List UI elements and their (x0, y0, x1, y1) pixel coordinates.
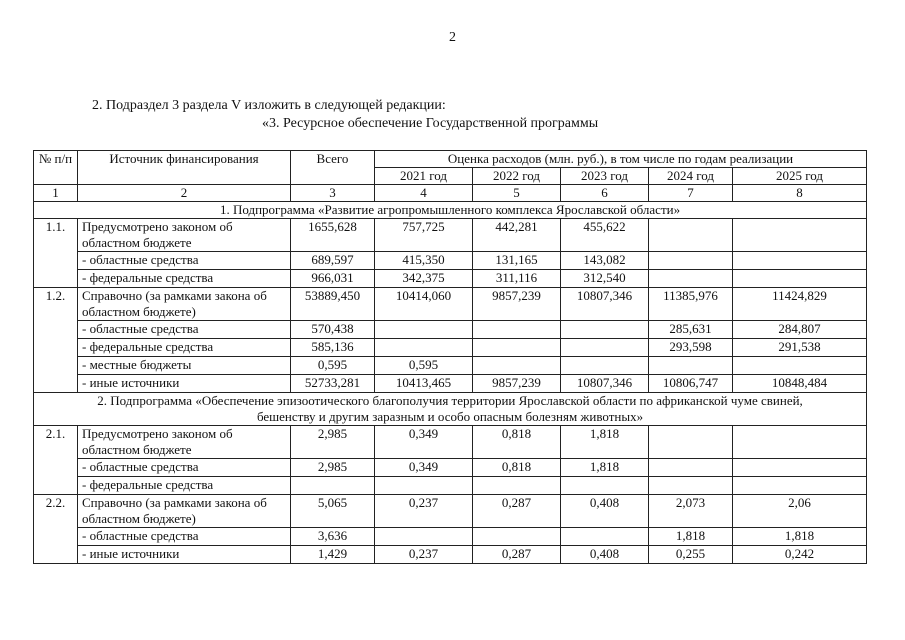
table-row (34, 321, 867, 339)
value-year (649, 357, 733, 375)
table-row (34, 339, 867, 357)
value-year: 1,818 (561, 459, 649, 477)
header-year: 2023 год (561, 168, 649, 185)
row-number: 1.2. (34, 288, 78, 393)
row-number: 2.1. (34, 426, 78, 495)
value-total: 585,136 (291, 339, 375, 357)
header-total: Всего (291, 151, 375, 185)
table-row (34, 375, 867, 393)
value-total: 1,429 (291, 546, 375, 564)
value-year: 11424,829 (733, 288, 867, 321)
table-row (34, 546, 867, 564)
table-row (34, 270, 867, 288)
funding-source: Справочно (за рамками закона об областном бюджете) (78, 495, 291, 528)
value-year: 1,818 (733, 528, 867, 546)
table-row (34, 219, 867, 252)
value-year (733, 357, 867, 375)
value-total: 2,985 (291, 426, 375, 459)
col-index: 6 (561, 185, 649, 202)
header-source: Источник финансирования (78, 151, 291, 185)
value-year: 10413,465 (375, 375, 473, 393)
header-num: № п/п (34, 151, 78, 185)
value-total: 2,985 (291, 459, 375, 477)
table-row (34, 528, 867, 546)
value-total: 52733,281 (291, 375, 375, 393)
table-row (34, 426, 867, 459)
value-total: 570,438 (291, 321, 375, 339)
value-year (561, 528, 649, 546)
table-row (34, 288, 867, 321)
funding-source: - федеральные средства (78, 339, 291, 357)
value-year: 0,408 (561, 546, 649, 564)
col-index: 5 (473, 185, 561, 202)
value-year: 291,538 (733, 339, 867, 357)
value-year (473, 528, 561, 546)
funding-source: Предусмотрено законом об областном бюджете (78, 426, 291, 459)
value-year (649, 219, 733, 252)
value-year (733, 477, 867, 495)
value-year: 10414,060 (375, 288, 473, 321)
value-year: 293,598 (649, 339, 733, 357)
budget-table (33, 150, 867, 564)
header-year: 2022 год (473, 168, 561, 185)
value-total: 0,595 (291, 357, 375, 375)
value-year: 0,287 (473, 495, 561, 528)
value-year: 2,073 (649, 495, 733, 528)
value-year: 415,350 (375, 252, 473, 270)
funding-source: - областные средства (78, 459, 291, 477)
value-total: 53889,450 (291, 288, 375, 321)
value-year: 9857,239 (473, 288, 561, 321)
subprogram-title: 1. Подпрограмма «Развитие агропромышленного комплекса Ярославской области» (34, 202, 867, 219)
value-year (561, 339, 649, 357)
value-year: 442,281 (473, 219, 561, 252)
value-year: 11385,976 (649, 288, 733, 321)
value-year: 0,349 (375, 426, 473, 459)
subprogram-title: 2. Подпрограмма «Обеспечение эпизоотического благополучия территории Ярославской области по африканской чуме свиней, бешенству и другим заразным и особо опасным болезням животных» (34, 393, 867, 426)
value-year (649, 252, 733, 270)
value-year: 10806,747 (649, 375, 733, 393)
value-year: 0,287 (473, 546, 561, 564)
table-row (34, 357, 867, 375)
value-year (473, 477, 561, 495)
value-year: 0,237 (375, 495, 473, 528)
value-year: 284,807 (733, 321, 867, 339)
row-number: 2.2. (34, 495, 78, 564)
value-year (733, 270, 867, 288)
value-year: 312,540 (561, 270, 649, 288)
funding-source: - местные бюджеты (78, 357, 291, 375)
value-year (649, 426, 733, 459)
value-year: 131,165 (473, 252, 561, 270)
value-year: 311,116 (473, 270, 561, 288)
value-year (561, 477, 649, 495)
value-year: 10807,346 (561, 288, 649, 321)
header-year: 2024 год (649, 168, 733, 185)
col-index: 8 (733, 185, 867, 202)
value-total: 1655,628 (291, 219, 375, 252)
table-row (34, 477, 867, 495)
page-number: 2 (449, 30, 456, 45)
value-total: 689,597 (291, 252, 375, 270)
value-year: 2,06 (733, 495, 867, 528)
value-year: 10848,484 (733, 375, 867, 393)
value-year (375, 339, 473, 357)
header-year: 2021 год (375, 168, 473, 185)
value-year: 1,818 (649, 528, 733, 546)
value-year (649, 477, 733, 495)
row-number: 1.1. (34, 219, 78, 288)
value-year (733, 426, 867, 459)
value-total (291, 477, 375, 495)
table-row (34, 252, 867, 270)
value-year (561, 357, 649, 375)
value-year: 9857,239 (473, 375, 561, 393)
value-year: 0,255 (649, 546, 733, 564)
header-year: 2025 год (733, 168, 867, 185)
funding-source: - иные источники (78, 546, 291, 564)
funding-source: - иные источники (78, 375, 291, 393)
funding-source: Предусмотрено законом об областном бюджете (78, 219, 291, 252)
col-index: 7 (649, 185, 733, 202)
table-row (34, 459, 867, 477)
col-index: 3 (291, 185, 375, 202)
value-year (733, 219, 867, 252)
header-estimate: Оценка расходов (млн. руб.), в том числе по годам реализации (375, 151, 867, 168)
value-year: 0,237 (375, 546, 473, 564)
value-year: 0,242 (733, 546, 867, 564)
funding-source: - областные средства (78, 528, 291, 546)
value-total: 5,065 (291, 495, 375, 528)
value-year (733, 459, 867, 477)
col-index: 2 (78, 185, 291, 202)
funding-source: Справочно (за рамками закона об областном бюджете) (78, 288, 291, 321)
value-year (375, 528, 473, 546)
value-year: 143,082 (561, 252, 649, 270)
value-year: 0,408 (561, 495, 649, 528)
value-year: 0,349 (375, 459, 473, 477)
value-year: 757,725 (375, 219, 473, 252)
value-year (375, 477, 473, 495)
value-year: 10807,346 (561, 375, 649, 393)
value-year (473, 357, 561, 375)
value-year: 0,595 (375, 357, 473, 375)
table-row (34, 495, 867, 528)
value-year: 285,631 (649, 321, 733, 339)
value-year (649, 459, 733, 477)
value-total: 966,031 (291, 270, 375, 288)
section-title: «3. Ресурсное обеспечение Государственной программы (262, 116, 599, 131)
value-year: 342,375 (375, 270, 473, 288)
value-year: 0,818 (473, 459, 561, 477)
intro-paragraph: 2. Подраздел 3 раздела V изложить в следующей редакции: (92, 98, 446, 113)
value-total: 3,636 (291, 528, 375, 546)
value-year (473, 321, 561, 339)
funding-source: - областные средства (78, 252, 291, 270)
col-index: 4 (375, 185, 473, 202)
value-year: 455,622 (561, 219, 649, 252)
value-year: 0,818 (473, 426, 561, 459)
value-year: 1,818 (561, 426, 649, 459)
funding-source: - федеральные средства (78, 270, 291, 288)
value-year (561, 321, 649, 339)
funding-source: - областные средства (78, 321, 291, 339)
value-year (733, 252, 867, 270)
value-year (473, 339, 561, 357)
funding-source: - федеральные средства (78, 477, 291, 495)
value-year (649, 270, 733, 288)
value-year (375, 321, 473, 339)
col-index: 1 (34, 185, 78, 202)
